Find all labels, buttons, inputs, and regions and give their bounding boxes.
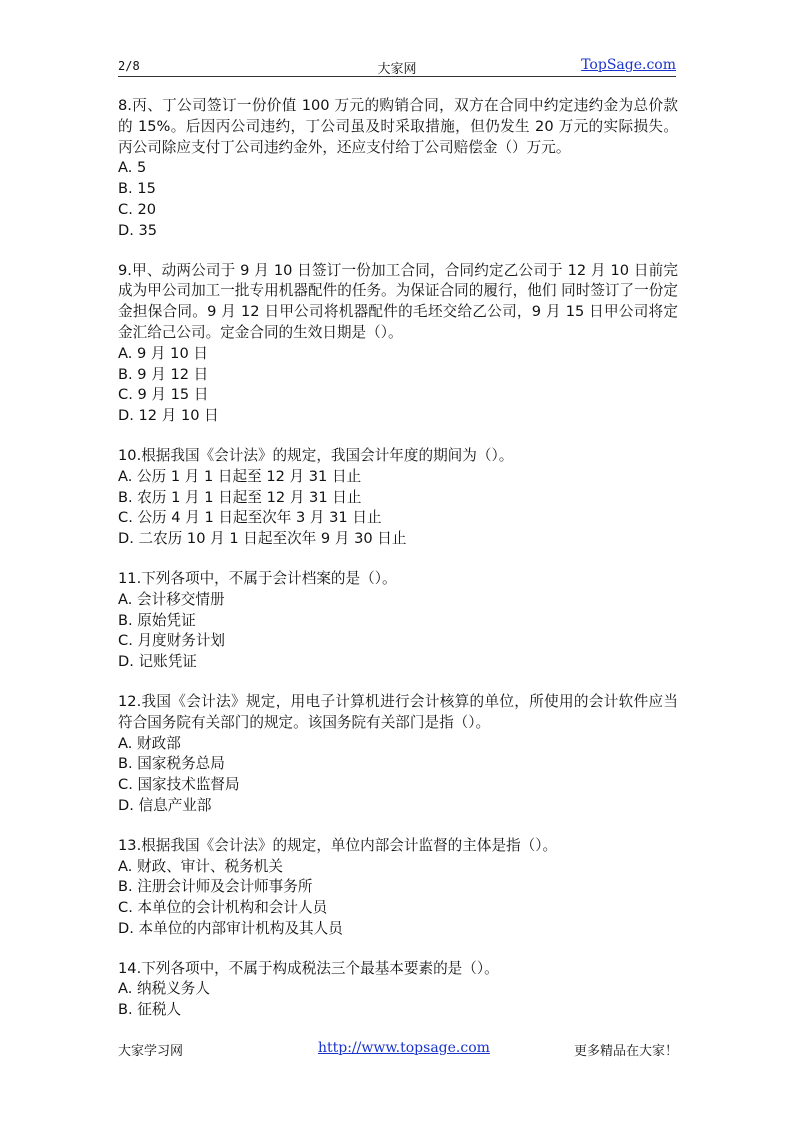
question-14 xyxy=(118,959,678,1021)
option-b: B. 9 月 12 日 xyxy=(118,365,209,383)
page-footer xyxy=(118,1040,678,1060)
question-10 xyxy=(118,446,678,550)
option-d: D. 35 xyxy=(118,221,158,239)
question-stem: 12.我国《会计法》规定，用电子计算机进行会计核算的单位，所使用的会计软件应当符合国务院有关部门的规定。该国务院有关部门是指（）。 xyxy=(118,692,678,731)
option-d: D. 12 月 10 日 xyxy=(118,407,219,425)
option-a: A. 会计移交情册 xyxy=(118,590,225,608)
option-c: C. 公历 4 月 1 日起至次年 3 月 31 日止 xyxy=(118,509,382,527)
question-stem: 10.根据我国《会计法》的规定，我国会计年度的期间为（）。 xyxy=(118,446,514,464)
page-number: 2/8 xyxy=(118,59,140,73)
option-a: A. 财政、审计、税务机关 xyxy=(118,857,283,875)
option-d: D. 本单位的内部审计机构及其人员 xyxy=(118,919,343,937)
option-b: B. 国家税务总局 xyxy=(118,755,225,773)
document-body xyxy=(118,96,678,1040)
question-8 xyxy=(118,96,678,242)
question-stem: 9.甲、动两公司于 9 月 10 日签订一份加工合同，合同约定乙公司于 12 月 10 日前完成为甲公司加工一批专用机器配件的任务。为保证合同的履行，他们 同时签订了一份定金担保合同。9 月 12 日甲公司将机器配件的毛坯交给乙公司，9 月 15 日甲公司将定金汇给己公司。定金合同的生效日期是（）。 xyxy=(118,261,678,341)
option-a: A. 公历 1 月 1 日起至 12 月 31 日止 xyxy=(118,467,362,485)
page-header xyxy=(118,56,676,77)
option-c: C. 9 月 15 日 xyxy=(118,386,209,404)
option-a: A. 纳税义务人 xyxy=(118,980,210,998)
option-b: B. 原始凭证 xyxy=(118,611,196,629)
option-c: C. 月度财务计划 xyxy=(118,632,226,650)
site-name: 大家网 xyxy=(377,62,417,77)
question-stem: 13.根据我国《会计法》的规定，单位内部会计监督的主体是指（）。 xyxy=(118,836,558,854)
option-c: C. 本单位的会计机构和会计人员 xyxy=(118,899,328,917)
footer-site-name: 大家学习网 xyxy=(118,1044,184,1059)
option-c: C. 20 xyxy=(118,200,157,218)
question-stem: 14.下列各项中，不属于构成税法三个最基本要素的是（）。 xyxy=(118,959,499,977)
option-b: B. 农历 1 月 1 日起至 12 月 31 日止 xyxy=(118,488,362,506)
question-9 xyxy=(118,261,678,427)
question-stem: 8.丙、丁公司签订一份价值 100 万元的购销合同，双方在合同中约定违约金为总价款的 15%。后因丙公司违约，丁公司虽及时采取措施，但仍发生 20 万元的实际损失。丙公司除应支付丁公司违约金外，还应支付给丁公司赔偿金（）万元。 xyxy=(118,97,678,156)
option-a: A. 财政部 xyxy=(118,734,181,752)
option-b: B. 注册会计师及会计师事务所 xyxy=(118,878,313,896)
option-d: D. 信息产业部 xyxy=(118,796,212,814)
option-b: B. 征税人 xyxy=(118,1001,182,1019)
option-a: A. 5 xyxy=(118,159,147,177)
option-b: B. 15 xyxy=(118,180,156,198)
footer-slogan: 更多精品在大家！ xyxy=(573,1044,678,1059)
option-a: A. 9 月 10 日 xyxy=(118,344,208,362)
option-d: D. 二农历 10 月 1 日起至次年 9 月 30 日止 xyxy=(118,530,407,548)
question-13 xyxy=(118,836,678,940)
question-stem: 11.下列各项中，不属于会计档案的是（）。 xyxy=(118,569,397,587)
header-link[interactable]: TopSage.com xyxy=(581,57,676,73)
option-c: C. 国家技术监督局 xyxy=(118,776,240,794)
question-12 xyxy=(118,692,678,817)
footer-link[interactable]: http://www.topsage.com xyxy=(318,1040,490,1056)
question-11 xyxy=(118,569,678,673)
option-d: D. 记账凭证 xyxy=(118,653,197,671)
